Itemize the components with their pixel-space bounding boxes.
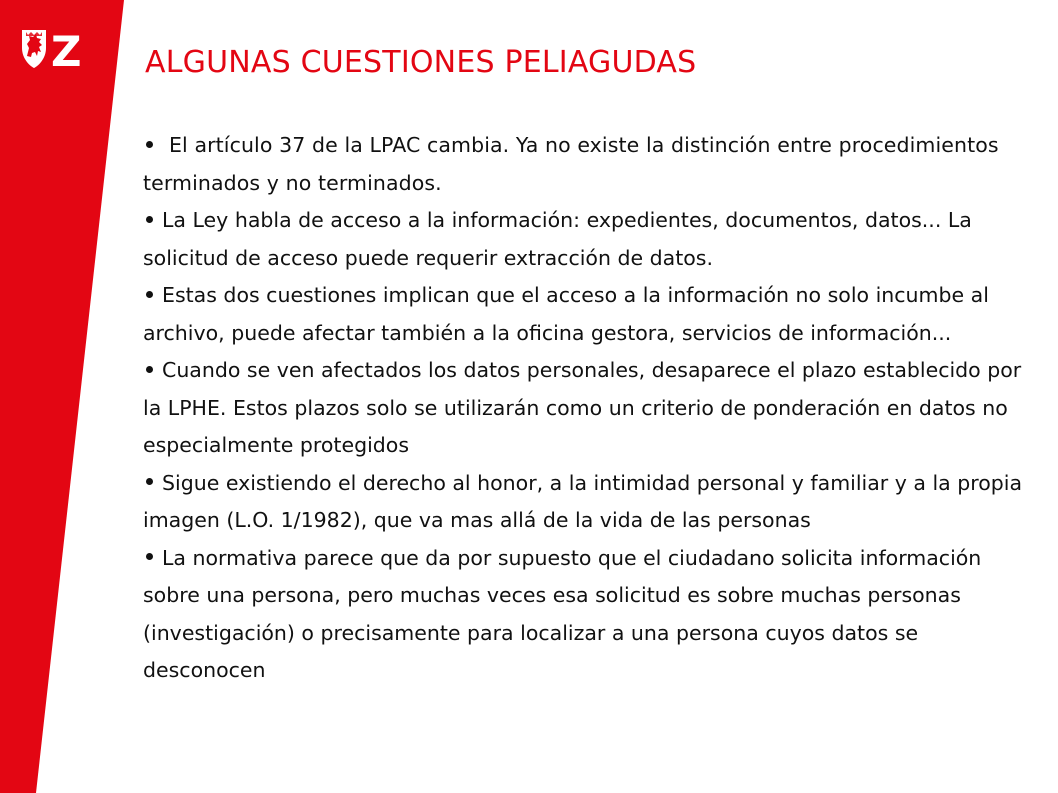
bullet-dot-icon (146, 141, 153, 148)
red-sidebar-band (0, 0, 124, 793)
bullet-dot-icon (146, 291, 153, 298)
zaragoza-logo (18, 26, 84, 72)
bullet-text: El artículo 37 de la LPAC cambia. Ya no existe la distinción entre procedimientos terminados y no terminados. (143, 133, 999, 195)
bullet-text: La Ley habla de acceso a la información: expedientes, documentos, datos... La solicitud de acceso puede requerir extracción de datos. (143, 208, 972, 270)
bullet-dot-icon (146, 366, 153, 373)
bullet-item (143, 127, 1023, 202)
slide-title: ALGUNAS CUESTIONES PELIAGUDAS (145, 45, 697, 80)
bullet-text: La normativa parece que da por supuesto que el ciudadano solicita información sobre una persona, pero muchas veces esa solicitud es sobre muchas personas (investigación) o precisamente para localizar a una persona cuyos datos se desconocen (143, 545, 982, 682)
bullet-item (143, 540, 1023, 690)
bullet-item (143, 202, 1023, 277)
bullet-item (143, 465, 1023, 540)
bullet-dot-icon (146, 478, 153, 485)
bullet-dot-icon (146, 553, 153, 560)
bullet-dot-icon (146, 216, 153, 223)
bullet-item (143, 277, 1023, 352)
bullet-text: Estas dos cuestiones implican que el acceso a la información no solo incumbe al archivo, puede afectar también a la oficina gestora, servicios de información... (143, 283, 989, 345)
bullet-text: Cuando se ven afectados los datos personales, desaparece el plazo establecido por la LPHE. Estos plazos solo se utilizarán como un criterio de ponderación en datos no especialmente protegidos (143, 358, 1022, 457)
logo-letter: Z (51, 27, 82, 72)
bullet-list (143, 127, 1023, 690)
bullet-item (143, 352, 1023, 465)
bullet-text: Sigue existiendo el derecho al honor, a la intimidad personal y familiar y a la propia imagen (L.O. 1/1982), que va mas allá de la vida de las personas (143, 470, 1023, 532)
